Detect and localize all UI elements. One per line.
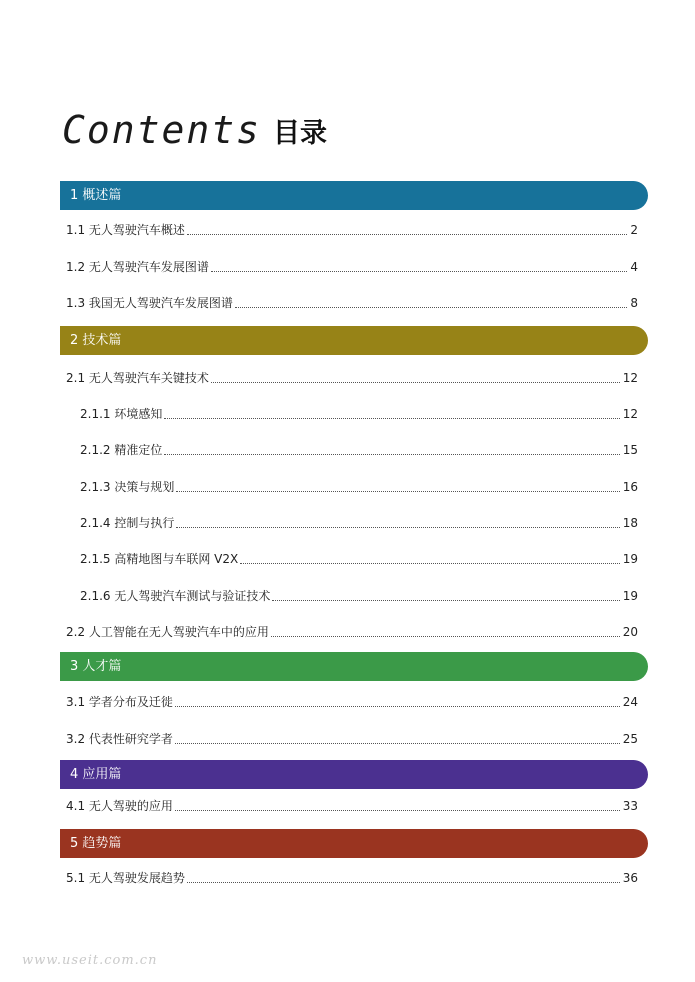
toc-entry-page: 20 bbox=[622, 625, 638, 639]
dot-leader bbox=[235, 306, 627, 308]
toc-entry-page: 19 bbox=[622, 552, 638, 566]
dot-leader bbox=[164, 453, 619, 455]
dot-leader bbox=[211, 381, 620, 383]
section-bar-overview: 1 概述篇 bbox=[60, 181, 648, 210]
toc-entry-label: 5.1 无人驾驶发展趋势 bbox=[66, 871, 185, 885]
title-english: Contents bbox=[62, 108, 262, 152]
dot-leader bbox=[176, 490, 619, 492]
toc-entry-label: 2.1 无人驾驶汽车关键技术 bbox=[66, 371, 209, 385]
dot-leader bbox=[187, 233, 627, 235]
toc-entry-label: 4.1 无人驾驶的应用 bbox=[66, 799, 173, 813]
toc-entry-label: 2.1.4 控制与执行 bbox=[80, 516, 175, 530]
dot-leader bbox=[240, 562, 619, 564]
toc-entry-page: 16 bbox=[622, 480, 638, 494]
toc-entry-page: 19 bbox=[622, 589, 638, 603]
toc-entry-label: 3.2 代表性研究学者 bbox=[66, 732, 173, 746]
toc-entry[interactable] bbox=[66, 730, 638, 748]
dot-leader bbox=[164, 417, 619, 419]
toc-entry-label: 2.1.2 精准定位 bbox=[80, 443, 163, 457]
dot-leader bbox=[175, 742, 620, 744]
dot-leader bbox=[211, 270, 627, 272]
watermark: www.useit.com.cn bbox=[22, 953, 158, 968]
section-bar-trend: 5 趋势篇 bbox=[60, 829, 648, 858]
toc-entry[interactable] bbox=[66, 221, 638, 239]
dot-leader bbox=[176, 526, 619, 528]
toc-entry-label: 1.2 无人驾驶汽车发展图谱 bbox=[66, 260, 209, 274]
toc-entry-page: 8 bbox=[630, 296, 638, 310]
toc-entry-label: 2.1.1 环境感知 bbox=[80, 407, 163, 421]
toc-entry[interactable] bbox=[66, 623, 638, 641]
toc-entry-label: 1.3 我国无人驾驶汽车发展图谱 bbox=[66, 296, 233, 310]
section-bar-application: 4 应用篇 bbox=[60, 760, 648, 789]
toc-entry-label: 2.1.5 高精地图与车联网 V2X bbox=[80, 552, 239, 566]
toc-entry-page: 18 bbox=[622, 516, 638, 530]
toc-entry[interactable] bbox=[66, 797, 638, 815]
dot-leader bbox=[187, 881, 620, 883]
toc-entry-page: 2 bbox=[630, 223, 638, 237]
title-chinese: 目录 bbox=[273, 117, 328, 149]
toc-entry[interactable] bbox=[80, 587, 638, 605]
toc-entry[interactable] bbox=[66, 869, 638, 887]
dot-leader bbox=[175, 705, 620, 707]
toc-entry-label: 3.1 学者分布及迁徙 bbox=[66, 695, 173, 709]
toc-entry[interactable] bbox=[66, 693, 638, 711]
toc-entry[interactable] bbox=[80, 514, 638, 532]
dot-leader bbox=[272, 599, 619, 601]
section-bar-technology: 2 技术篇 bbox=[60, 326, 648, 355]
toc-entry-label: 2.2 人工智能在无人驾驶汽车中的应用 bbox=[66, 625, 269, 639]
dot-leader bbox=[175, 809, 620, 811]
toc-entry-page: 12 bbox=[622, 407, 638, 421]
toc-entry-page: 25 bbox=[622, 732, 638, 746]
toc-entry-label: 1.1 无人驾驶汽车概述 bbox=[66, 223, 185, 237]
toc-entry-page: 36 bbox=[622, 871, 638, 885]
toc-entry-page: 24 bbox=[622, 695, 638, 709]
toc-entry[interactable] bbox=[66, 294, 638, 312]
toc-entry-label: 2.1.6 无人驾驶汽车测试与验证技术 bbox=[80, 589, 271, 603]
toc-entry[interactable] bbox=[80, 405, 638, 423]
toc-entry-page: 15 bbox=[622, 443, 638, 457]
toc-entry-label: 2.1.3 决策与规划 bbox=[80, 480, 175, 494]
toc-entry[interactable] bbox=[80, 478, 638, 496]
section-bar-talent: 3 人才篇 bbox=[60, 652, 648, 681]
toc-entry[interactable] bbox=[80, 441, 638, 459]
toc-entry-page: 33 bbox=[622, 799, 638, 813]
toc-entry-page: 12 bbox=[622, 371, 638, 385]
toc-entry-page: 4 bbox=[630, 260, 638, 274]
toc-entry[interactable] bbox=[66, 258, 638, 276]
toc-entry[interactable] bbox=[80, 550, 638, 568]
toc-entry[interactable] bbox=[66, 369, 638, 387]
dot-leader bbox=[271, 635, 620, 637]
page-title bbox=[62, 108, 327, 156]
